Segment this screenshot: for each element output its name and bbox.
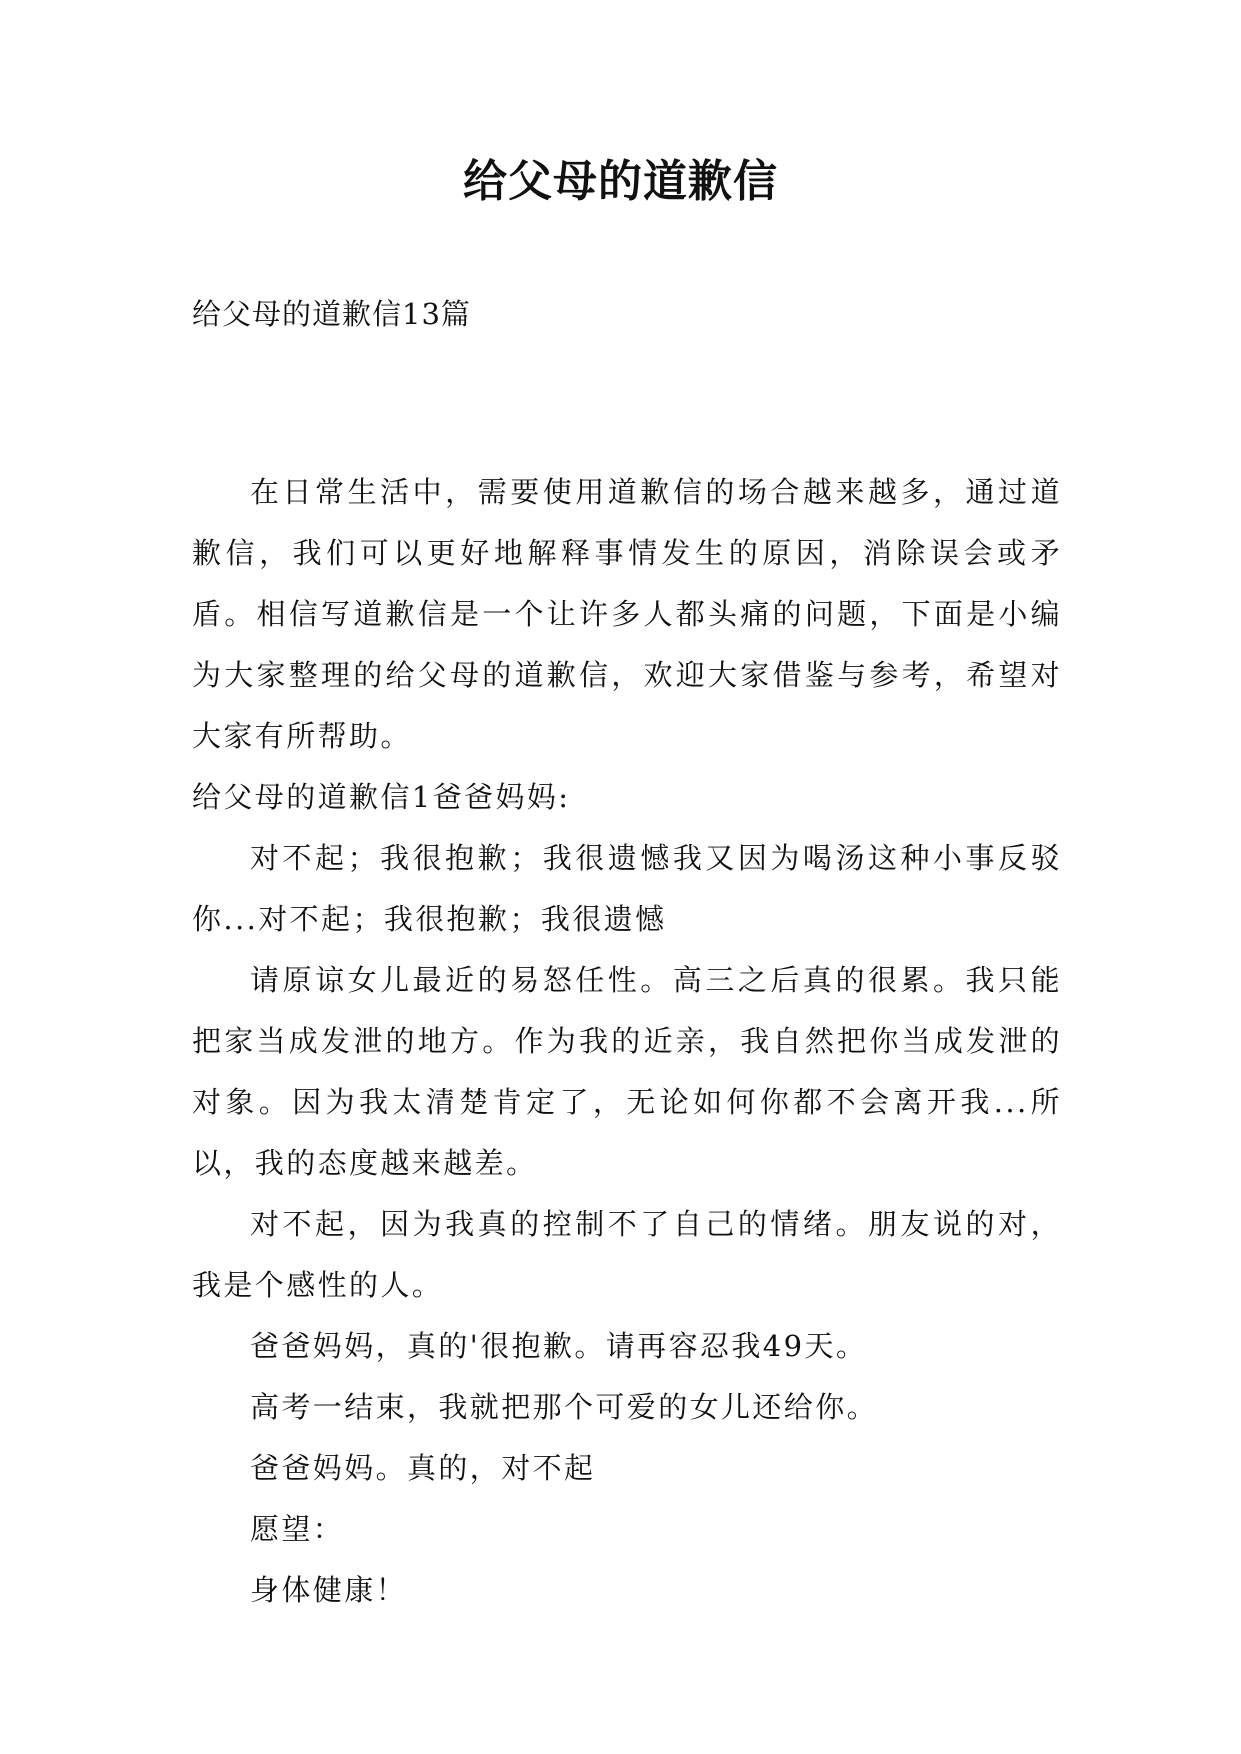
body-paragraph: 在日常生活中，需要使用道歉信的场合越来越多，通过道歉信，我们可以更好地解释事情发生的原因，消除误会或矛盾。相信写道歉信是一个让许多人都头痛的问题，下面是小编为大家整理的给父母的道歉信，欢迎大家借鉴与参考，希望对大家有所帮助。 <box>192 475 1062 753</box>
body-paragraph: 给父母的道歉信1爸爸妈妈: <box>192 780 571 814</box>
document-subtitle: 给父母的道歉信13篇 <box>192 297 471 331</box>
body-paragraph: 愿望： <box>250 1512 345 1546</box>
body-paragraph: 身体健康！ <box>250 1573 408 1607</box>
body-paragraph: 对不起，因为我真的控制不了自己的情绪。朋友说的对，我是个感性的人。 <box>192 1207 1062 1302</box>
body-paragraph: 爸爸妈妈。真的，对不起 <box>250 1451 596 1485</box>
body-paragraph: 请原谅女儿最近的易怒任性。高三之后真的很累。我只能把家当成发泄的地方。作为我的近亲，我自然把你当成发泄的对象。因为我太清楚肯定了，无论如何你都不会离开我...所以，我的态度越来越差。 <box>192 963 1062 1180</box>
body-paragraph: 对不起；我很抱歉；我很遗憾我又因为喝汤这种小事反驳你...对不起；我很抱歉；我很遗憾 <box>192 841 1062 936</box>
document-title: 给父母的道歉信 <box>463 156 778 207</box>
document-body <box>192 462 1062 1621</box>
body-paragraph: 爸爸妈妈，真的'很抱歉。请再容忍我49天。 <box>250 1329 868 1363</box>
body-paragraph: 高考一结束，我就把那个可爱的女儿还给你。 <box>250 1390 879 1424</box>
